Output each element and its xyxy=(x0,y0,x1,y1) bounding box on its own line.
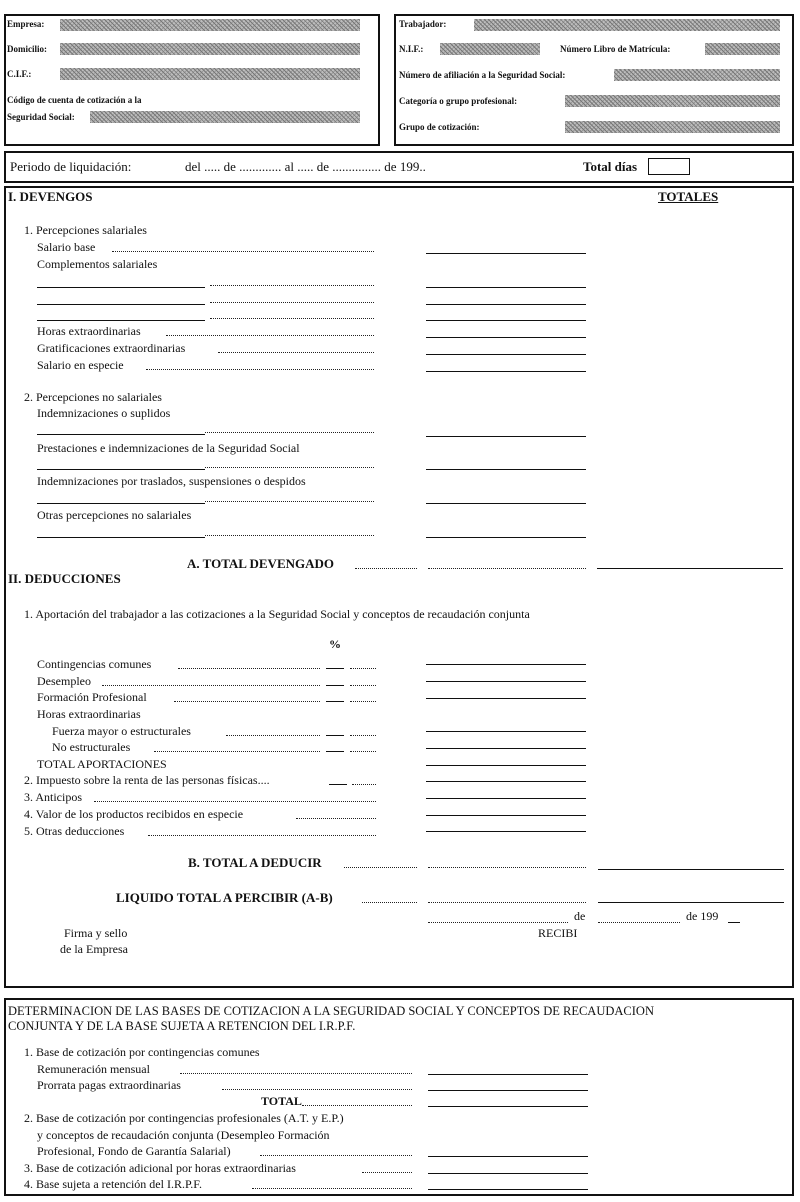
valor-productos-dots xyxy=(296,818,376,819)
liquido-dots-2 xyxy=(428,902,586,903)
otras-percepciones-label: Otras percepciones no salariales xyxy=(37,508,192,522)
total-devengado-dots-1 xyxy=(355,568,417,569)
indemnizaciones-label: Indemnizaciones o suplidos xyxy=(37,406,171,420)
complemento-value-1[interactable] xyxy=(426,287,586,288)
total-deducir-label: B. TOTAL A DEDUCIR xyxy=(188,855,322,870)
base-profesionales-dots xyxy=(260,1155,412,1156)
prestaciones-field[interactable] xyxy=(426,469,586,470)
contingencias-label: Contingencias comunes xyxy=(37,657,152,671)
traslados-label: Indemnizaciones por traslados, suspensiones o despidos xyxy=(37,474,306,488)
horas-extra-dots xyxy=(166,335,374,336)
grupo-field[interactable] xyxy=(565,121,780,133)
indemnizaciones-dots xyxy=(205,432,374,433)
trabajador-field[interactable] xyxy=(474,19,780,31)
totales-heading: TOTALES xyxy=(658,189,719,204)
base-horas-extra-label: 3. Base de cotización adicional por horas extraordinarias xyxy=(24,1161,296,1175)
codigo-label-2: Seguridad Social: xyxy=(7,112,75,122)
total-devengado-field[interactable] xyxy=(597,568,783,569)
horas-extra-ded-label: Horas extraordinarias xyxy=(37,707,141,721)
traslados-name[interactable] xyxy=(37,503,205,504)
salario-base-field[interactable] xyxy=(426,253,586,254)
no-estructurales-label: No estructurales xyxy=(52,740,131,754)
prestaciones-dots xyxy=(205,467,374,468)
empresa-field[interactable] xyxy=(60,19,360,31)
contingencias-dots-2 xyxy=(350,668,376,669)
domicilio-label: Domicilio: xyxy=(7,44,47,54)
indemnizaciones-name[interactable] xyxy=(37,434,205,435)
fecha-de-label: de xyxy=(574,909,586,923)
prorrata-field[interactable] xyxy=(428,1090,588,1091)
firma-label-1: Firma y sello xyxy=(64,926,128,940)
otras-percepciones-name[interactable] xyxy=(37,537,205,538)
cif-field[interactable] xyxy=(60,68,360,80)
otras-deducciones-field[interactable] xyxy=(426,831,586,832)
complemento-name-2[interactable] xyxy=(37,304,205,305)
total-base-label: TOTAL xyxy=(261,1094,302,1108)
devengos-title: I. DEVENGOS xyxy=(8,189,93,204)
desempleo-field[interactable] xyxy=(426,681,586,682)
total-deducir-field[interactable] xyxy=(598,869,784,870)
fecha-lugar-dots[interactable] xyxy=(428,922,568,923)
contingencias-dots xyxy=(178,668,320,669)
fuerza-mayor-dots-2 xyxy=(350,735,376,736)
percepciones-salariales-title: 1. Percepciones salariales xyxy=(24,223,147,237)
total-deducir-dots-2 xyxy=(428,867,586,868)
percent-heading: % xyxy=(329,637,341,651)
remuneracion-field[interactable] xyxy=(428,1074,588,1075)
fuerza-mayor-label: Fuerza mayor o estructurales xyxy=(52,724,191,738)
salario-especie-label: Salario en especie xyxy=(37,358,124,372)
prestaciones-label: Prestaciones e indemnizaciones de la Seguridad Social xyxy=(37,441,300,455)
formacion-label: Formación Profesional xyxy=(37,690,147,704)
formacion-dots-2 xyxy=(350,701,376,702)
anticipos-dots xyxy=(94,801,376,802)
salario-especie-field[interactable] xyxy=(426,371,586,372)
base-irpf-field[interactable] xyxy=(428,1189,588,1190)
base-profesionales-1: 2. Base de cotización por contingencias profesionales (A.T. y E.P.) xyxy=(24,1111,344,1125)
no-estructurales-field[interactable] xyxy=(426,748,586,749)
anticipos-label: 3. Anticipos xyxy=(24,790,83,804)
total-base-field[interactable] xyxy=(428,1106,588,1107)
base-comunes-title: 1. Base de cotización por contingencias comunes xyxy=(24,1045,260,1059)
fuerza-mayor-pct[interactable] xyxy=(326,735,344,736)
base-irpf-label: 4. Base sujeta a retención del I.R.P.F. xyxy=(24,1177,203,1191)
otras-deducciones-dots xyxy=(148,835,376,836)
empresa-label: Empresa: xyxy=(7,19,45,29)
contingencias-field[interactable] xyxy=(426,664,586,665)
formacion-dots xyxy=(174,701,320,702)
salario-base-dots xyxy=(112,251,374,252)
traslados-dots xyxy=(205,501,374,502)
gratificaciones-dots xyxy=(218,352,374,353)
fuerza-mayor-dots xyxy=(226,735,320,736)
complemento-name-1[interactable] xyxy=(37,287,205,288)
traslados-field[interactable] xyxy=(426,503,586,504)
base-profesionales-3: Profesional, Fondo de Garantía Salarial) xyxy=(37,1144,231,1158)
complementos-label: Complementos salariales xyxy=(37,257,158,271)
codigo-label-1: Código de cuenta de cotización a la xyxy=(7,95,142,105)
recibi-label: RECIBI xyxy=(538,926,578,940)
contingencias-pct[interactable] xyxy=(326,668,344,669)
total-dias-box[interactable] xyxy=(648,158,690,175)
afiliacion-label: Número de afiliación a la Seguridad Social: xyxy=(399,70,566,80)
total-aportaciones-label: TOTAL APORTACIONES xyxy=(37,757,167,771)
total-base-dots xyxy=(302,1105,412,1106)
periodo-dates[interactable]: del ..... de ............. al ..... de ............... de 199.. xyxy=(185,159,426,174)
valor-productos-label: 4. Valor de los productos recibidos en especie xyxy=(24,807,244,821)
fecha-mes-dots[interactable] xyxy=(598,922,680,923)
no-estructurales-dots xyxy=(154,751,320,752)
complemento-dots-2 xyxy=(210,302,374,303)
nif-label: N.I.F.: xyxy=(399,44,424,54)
complemento-name-3[interactable] xyxy=(37,320,205,321)
bases-title-2: CONJUNTA Y DE LA BASE SUJETA A RETENCION DEL I.R.P.F. xyxy=(8,1019,356,1033)
afiliacion-field[interactable] xyxy=(614,69,780,81)
gratificaciones-label: Gratificaciones extraordinarias xyxy=(37,341,186,355)
total-deducir-dots-1 xyxy=(344,867,417,868)
base-horas-extra-dots xyxy=(362,1172,412,1173)
valor-productos-field[interactable] xyxy=(426,815,586,816)
horas-extra-label: Horas extraordinarias xyxy=(37,324,141,338)
fecha-year-field[interactable] xyxy=(728,922,740,923)
desempleo-label: Desempleo xyxy=(37,674,91,688)
otras-percepciones-dots xyxy=(205,535,374,536)
otras-percepciones-field[interactable] xyxy=(426,537,586,538)
complemento-value-2[interactable] xyxy=(426,304,586,305)
irpf-pct[interactable] xyxy=(329,784,347,785)
aportacion-title: 1. Aportación del trabajador a las cotizaciones a la Seguridad Social y conceptos de recaudación conjunta xyxy=(24,607,530,621)
complemento-value-3[interactable] xyxy=(426,320,586,321)
salario-base-label: Salario base xyxy=(37,240,96,254)
total-devengado-dots-2 xyxy=(428,568,586,569)
prorrata-label: Prorrata pagas extraordinarias xyxy=(37,1078,181,1092)
anticipos-field[interactable] xyxy=(426,798,586,799)
desempleo-dots xyxy=(102,685,320,686)
liquido-dots-1 xyxy=(362,902,417,903)
categoria-field[interactable] xyxy=(565,95,780,107)
prorrata-dots xyxy=(222,1089,412,1090)
remuneracion-label: Remuneración mensual xyxy=(37,1062,150,1076)
desempleo-dots-2 xyxy=(350,685,376,686)
irpf-dots xyxy=(352,784,376,785)
periodo-label: Periodo de liquidación: xyxy=(10,159,132,174)
indemnizaciones-field[interactable] xyxy=(426,436,586,437)
salario-especie-dots xyxy=(146,369,374,370)
nif-field[interactable] xyxy=(440,43,540,55)
fuerza-mayor-field[interactable] xyxy=(426,731,586,732)
fecha-199-label: de 199 xyxy=(686,909,719,923)
employer-box xyxy=(4,14,380,146)
prestaciones-name[interactable] xyxy=(37,469,205,470)
grupo-label: Grupo de cotización: xyxy=(399,122,480,132)
total-aportaciones-field[interactable] xyxy=(426,765,586,766)
formacion-pct[interactable] xyxy=(326,701,344,702)
total-devengado-label: A. TOTAL DEVENGADO xyxy=(187,556,335,571)
no-estructurales-pct[interactable] xyxy=(326,751,344,752)
total-dias-label: Total días xyxy=(583,159,638,174)
irpf-label: 2. Impuesto sobre la renta de las personas físicas.... xyxy=(24,773,270,787)
firma-label-2: de la Empresa xyxy=(60,942,128,956)
irpf-field[interactable] xyxy=(426,781,586,782)
codigo-field[interactable] xyxy=(90,111,360,123)
categoria-label: Categoría o grupo profesional: xyxy=(399,96,518,106)
base-irpf-dots xyxy=(252,1188,412,1189)
trabajador-label: Trabajador: xyxy=(399,19,447,29)
libro-label: Número Libro de Matrícula: xyxy=(560,44,671,54)
complemento-dots-3 xyxy=(210,318,374,319)
liquido-label: LIQUIDO TOTAL A PERCIBIR (A-B) xyxy=(116,890,333,905)
otras-deducciones-label: 5. Otras deducciones xyxy=(24,824,125,838)
deducciones-title: II. DEDUCCIONES xyxy=(8,571,121,586)
cif-label: C.I.F.: xyxy=(7,69,32,79)
percepciones-no-salariales-title: 2. Percepciones no salariales xyxy=(24,390,162,404)
no-estructurales-dots-2 xyxy=(350,751,376,752)
libro-field[interactable] xyxy=(705,43,780,55)
liquido-field[interactable] xyxy=(598,902,784,903)
domicilio-field[interactable] xyxy=(60,43,360,55)
base-profesionales-field[interactable] xyxy=(428,1156,588,1157)
base-horas-extra-field[interactable] xyxy=(428,1173,588,1174)
bases-title-1: DETERMINACION DE LAS BASES DE COTIZACION A LA SEGURIDAD SOCIAL Y CONCEPTOS DE RECAUDACION xyxy=(8,1004,654,1018)
complemento-dots-1 xyxy=(210,285,374,286)
remuneracion-dots xyxy=(180,1073,412,1074)
gratificaciones-field[interactable] xyxy=(426,354,586,355)
desempleo-pct[interactable] xyxy=(326,685,344,686)
formacion-field[interactable] xyxy=(426,698,586,699)
base-profesionales-2: y conceptos de recaudación conjunta (Desempleo Formación xyxy=(37,1128,330,1142)
horas-extra-field[interactable] xyxy=(426,337,586,338)
